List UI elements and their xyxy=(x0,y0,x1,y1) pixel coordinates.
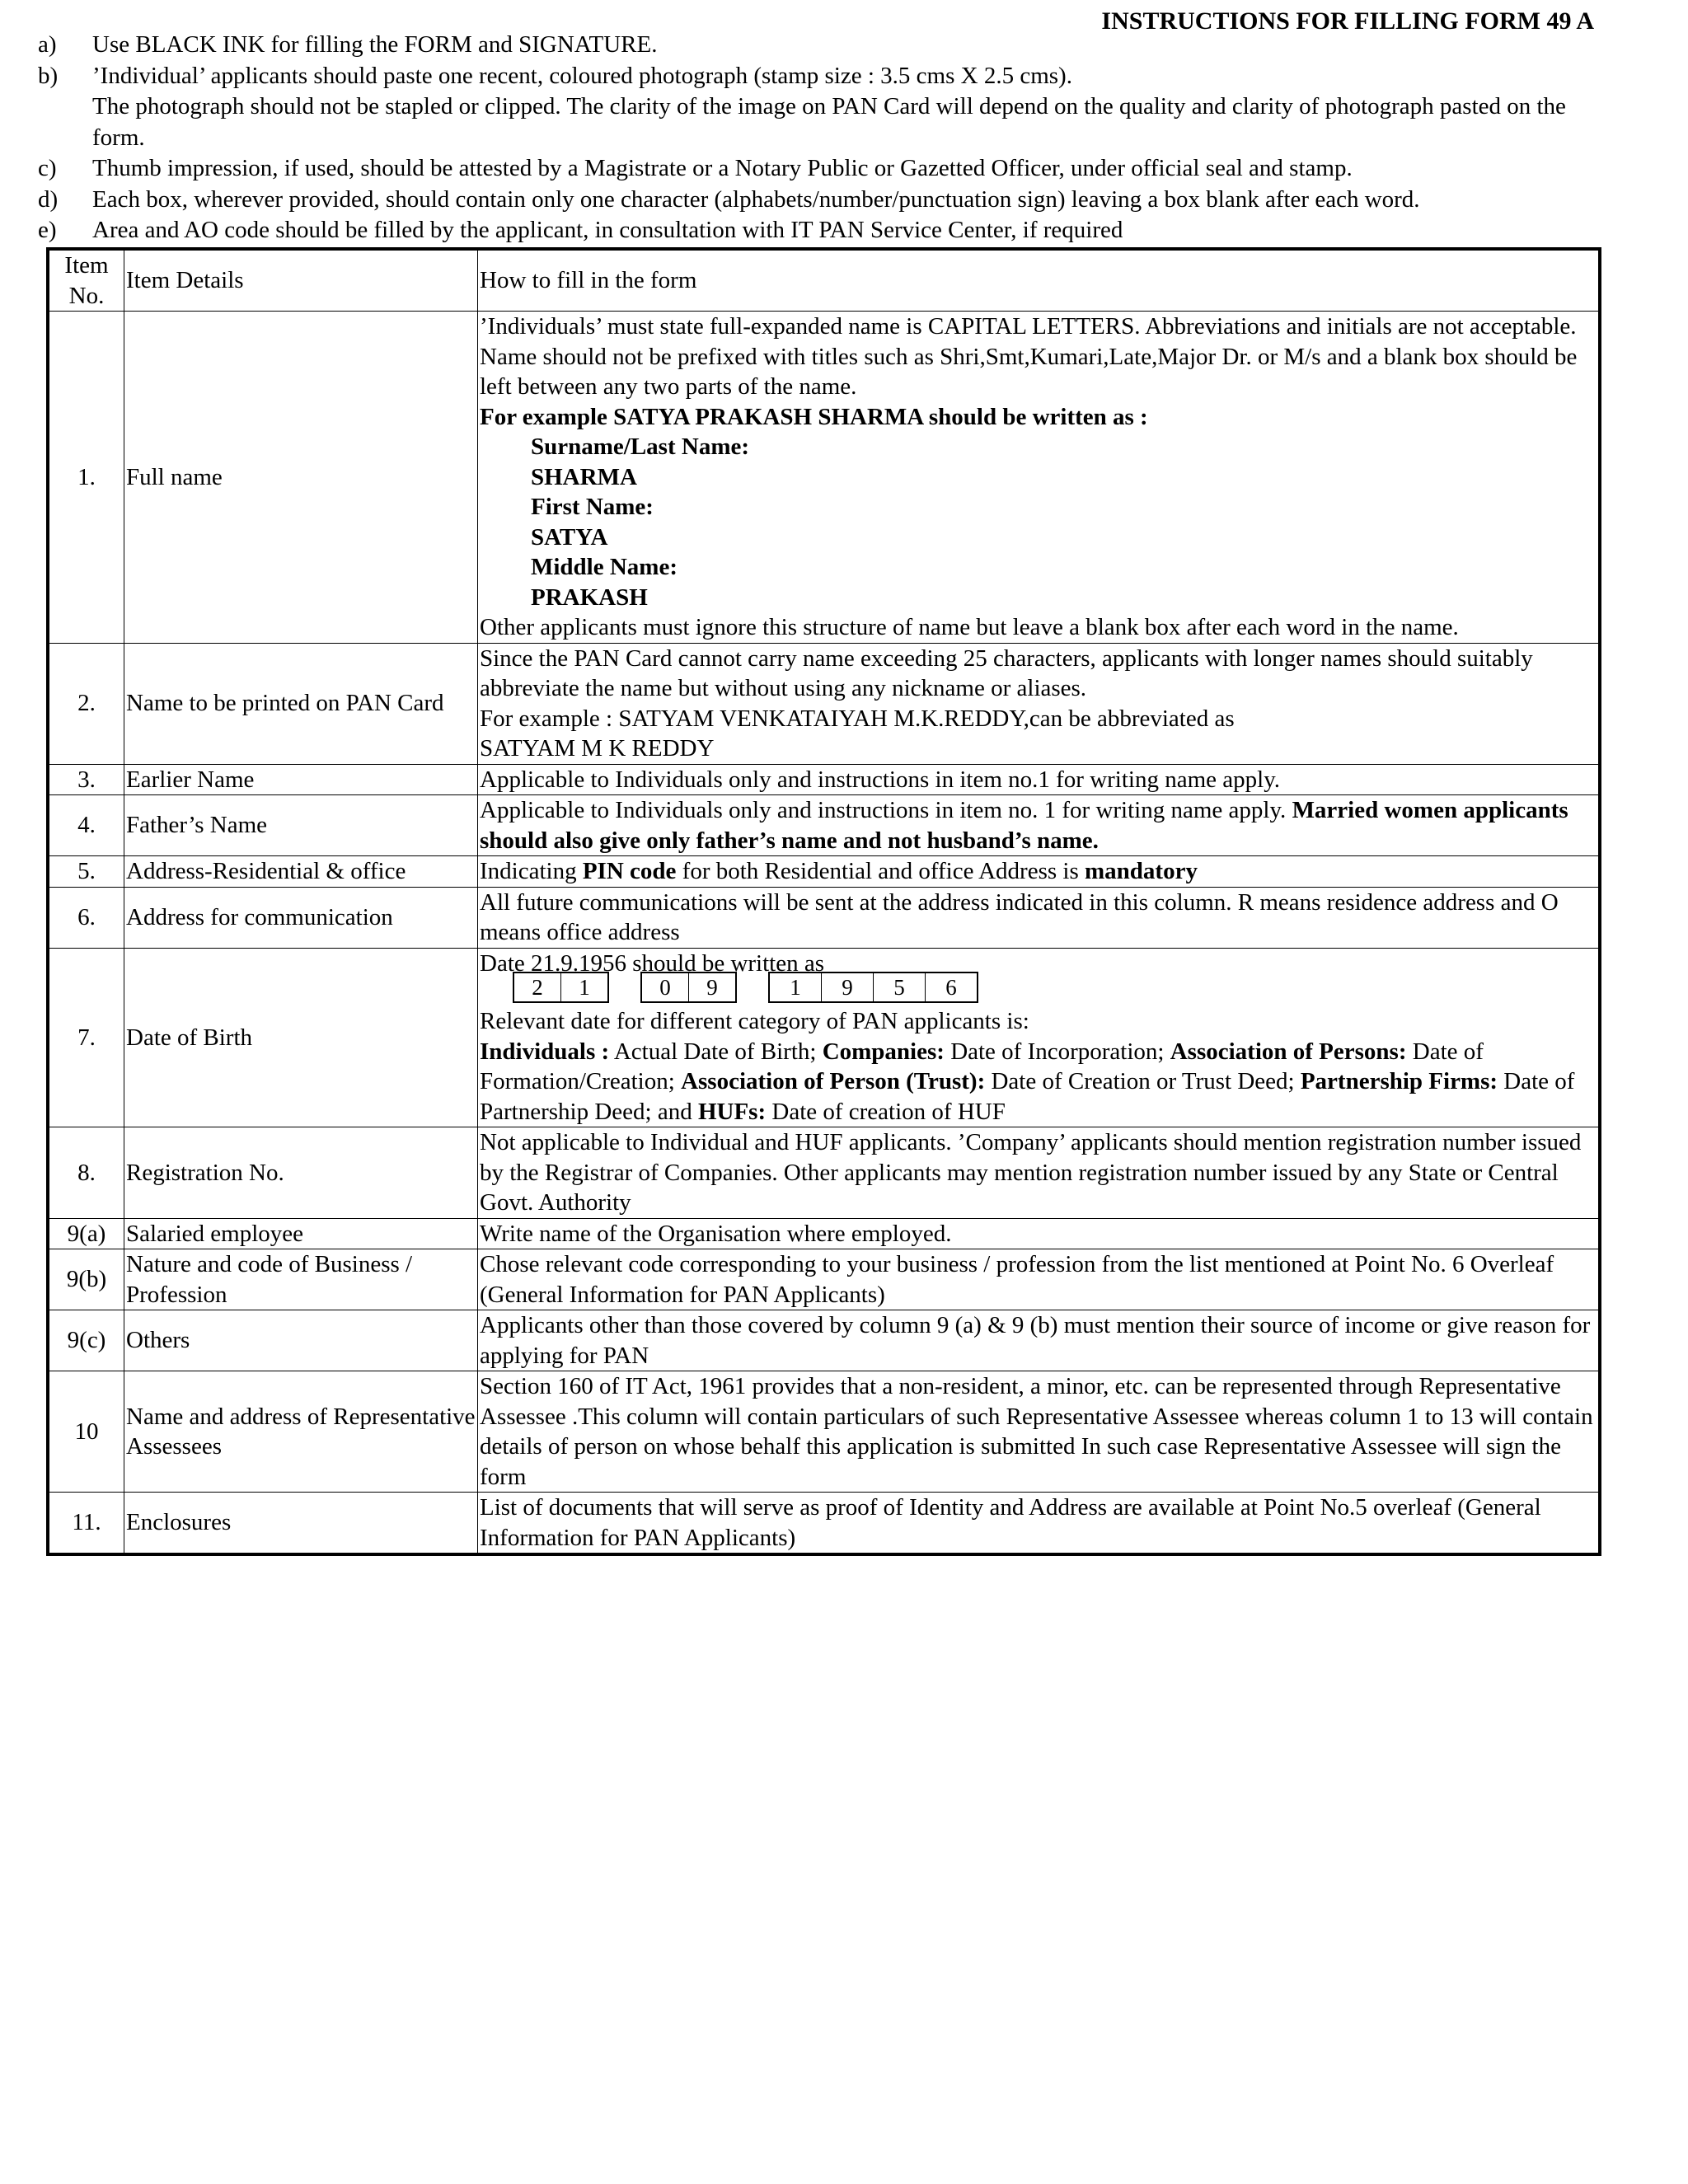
item-number: 11. xyxy=(48,1493,124,1555)
how-to-fill-text: Applicants other than those covered by column 9 (a) & 9 (b) must mention their source of income or give reason for applying for PAN xyxy=(478,1310,1601,1371)
how-to-fill-text: for both Residential and office Address is xyxy=(676,858,1085,884)
date-digit-box: 2 xyxy=(532,975,543,1000)
date-categories-text xyxy=(480,1037,1597,1127)
item-details: Date of Birth xyxy=(124,948,478,1127)
instruction-letter: b) xyxy=(38,62,59,89)
how-to-fill-text: Relevant date for different category of PAN applicants is: xyxy=(480,1008,1029,1034)
how-to-fill-cell xyxy=(478,795,1601,856)
how-to-fill-bold-text: mandatory xyxy=(1085,858,1198,884)
category-text: Date of Partnership Deed; and xyxy=(480,1068,1575,1125)
instruction-item xyxy=(38,153,1604,185)
how-to-fill-text: Other applicants must ignore this structure of name but leave a blank box after each word in the name. xyxy=(480,614,1459,640)
item-number: 8. xyxy=(48,1127,124,1219)
table-header-row xyxy=(48,249,1600,312)
item-number: 2. xyxy=(48,643,124,764)
instructions-list xyxy=(38,30,1604,246)
how-to-fill-text: Applicable to Individuals only and instructions in item no.1 for writing name apply. xyxy=(478,764,1601,795)
item-details: Salaried employee xyxy=(124,1218,478,1249)
instruction-item xyxy=(38,215,1604,246)
table-row xyxy=(48,1493,1600,1555)
category-text: Date of Incorporation; xyxy=(944,1038,1170,1065)
table-row xyxy=(48,795,1600,856)
middle-name-label: Middle Name: xyxy=(531,554,678,580)
how-to-fill-text: Date 21.9.1956 should be written as xyxy=(480,949,825,977)
instruction-text: Thumb impression, if used, should be attested by a Magistrate or a Notary Public or Gazetted Officer, under official seal and stamp. xyxy=(92,155,1353,181)
how-to-fill-bold-text: Married women applicants should also give only father’s name and not husband’s name. xyxy=(480,797,1568,854)
category-label: Companies: xyxy=(822,1038,945,1065)
instruction-item xyxy=(38,185,1604,216)
how-to-fill-text: Chose relevant code corresponding to your business / profession from the list mentioned at Point No. 6 Overleaf (General Information for PAN Applicants) xyxy=(478,1249,1601,1310)
first-name-value: SATYA xyxy=(531,523,608,551)
category-text: Date of Formation/Creation; xyxy=(480,1038,1484,1094)
category-label: HUFs: xyxy=(697,1098,767,1125)
how-to-fill-text: SATYAM M K REDDY xyxy=(480,735,715,762)
date-month-boxes xyxy=(640,972,737,1003)
date-digit-box: 6 xyxy=(925,973,977,1001)
item-details: Others xyxy=(124,1310,478,1371)
how-to-fill-text: Write name of the Organisation where employed. xyxy=(478,1218,1601,1249)
item-number: 10 xyxy=(48,1371,124,1493)
item-details: Enclosures xyxy=(124,1493,478,1555)
instruction-text: Use BLACK INK for filling the FORM and SIGNATURE. xyxy=(92,31,658,58)
how-to-fill-text: Since the PAN Card cannot carry name exceeding 25 characters, applicants with longer names should suitably abbreviate the name but without using any nickname or aliases. xyxy=(480,644,1533,701)
item-number: 9(a) xyxy=(48,1218,124,1249)
instruction-letter: a) xyxy=(38,31,57,58)
how-to-fill-text: For example : SATYAM VENKATAIYAH M.K.REDDY,can be abbreviated as xyxy=(480,705,1235,732)
date-digit-box: 9 xyxy=(821,973,873,1001)
item-details: Address for communication xyxy=(124,887,478,948)
item-details: Registration No. xyxy=(124,1127,478,1219)
item-number: 4. xyxy=(48,795,124,856)
item-number: 5. xyxy=(48,856,124,888)
category-text: Actual Date of Birth; xyxy=(609,1038,823,1065)
instructions-table xyxy=(46,247,1601,1556)
table-row xyxy=(48,764,1600,795)
table-row xyxy=(48,1371,1600,1493)
date-day-boxes xyxy=(513,972,609,1003)
item-number: 6. xyxy=(48,887,124,948)
item-details: Name and address of Representative Assessees xyxy=(124,1371,478,1493)
page-title: INSTRUCTIONS FOR FILLING FORM 49 A xyxy=(1101,7,1594,35)
surname-value: SHARMA xyxy=(531,463,637,490)
item-number: 1. xyxy=(48,312,124,644)
category-text: Date of Creation or Trust Deed; xyxy=(985,1068,1301,1094)
instruction-letter: c) xyxy=(38,155,57,181)
table-row xyxy=(48,856,1600,888)
example-heading: For example SATYA PRAKASH SHARMA should be written as : xyxy=(480,403,1148,430)
item-details: Nature and code of Business / Profession xyxy=(124,1249,478,1310)
how-to-fill-cell xyxy=(478,643,1601,764)
how-to-fill-text: Section 160 of IT Act, 1961 provides that a non-resident, a minor, etc. can be represented through Representative Assessee .This column will contain particulars of such Representative Assessee whereas column 1 to 13 will contain details of person on whose behalf this application is submitted In such case Representative Assessee will sign the form xyxy=(478,1371,1601,1493)
surname-label: Surname/Last Name: xyxy=(531,434,750,460)
date-digit-box: 5 xyxy=(873,973,925,1001)
how-to-fill-text: Applicable to Individuals only and instructions in item no. 1 for writing name apply. xyxy=(480,797,1292,823)
instruction-letter: d) xyxy=(38,185,59,213)
how-to-fill-text: Not applicable to Individual and HUF applicants. ’Company’ applicants should mention registration number issued by the Registrar of Companies. Other applicants may mention registration number issued by any State or Central Govt. Authority xyxy=(478,1127,1601,1219)
table-row xyxy=(48,1310,1600,1371)
how-to-fill-text: List of documents that will serve as proof of Identity and Address are available at Point No.5 overleaf (General Information for PAN Applicants) xyxy=(478,1493,1601,1555)
table-row xyxy=(48,1249,1600,1310)
how-to-fill-text: All future communications will be sent at the address indicated in this column. R means residence address and O means office address xyxy=(478,887,1601,948)
item-number: 9(c) xyxy=(48,1310,124,1371)
category-label: Partnership Firms: xyxy=(1300,1068,1498,1094)
table-row xyxy=(48,887,1600,948)
item-number: 9(b) xyxy=(48,1249,124,1310)
header-item-no: Item No. xyxy=(48,249,124,312)
item-details: Father’s Name xyxy=(124,795,478,856)
category-label: Individuals : xyxy=(480,1038,610,1065)
instruction-item xyxy=(38,30,1604,61)
how-to-fill-text: Indicating xyxy=(480,858,583,884)
category-text: Date of creation of HUF xyxy=(766,1098,1006,1125)
date-digit-box: 9 xyxy=(688,973,735,1001)
date-digit-box: 1 xyxy=(560,973,607,1001)
how-to-fill-cell xyxy=(478,856,1601,888)
instruction-item xyxy=(38,61,1604,154)
date-year-boxes xyxy=(768,972,978,1003)
header-how-to-fill: How to fill in the form xyxy=(478,249,1601,312)
item-details: Address-Residential & office xyxy=(124,856,478,888)
category-label: Association of Person (Trust): xyxy=(681,1068,986,1094)
how-to-fill-bold-text: PIN code xyxy=(582,858,677,884)
instruction-letter: e) xyxy=(38,217,57,243)
date-example-boxes xyxy=(513,972,1597,1003)
item-number: 7. xyxy=(48,948,124,1127)
date-digit-box: 0 xyxy=(659,975,671,1000)
first-name-label: First Name: xyxy=(531,494,654,520)
how-to-fill-cell xyxy=(478,312,1601,644)
instruction-text-group xyxy=(92,61,1604,154)
table-row xyxy=(48,312,1600,644)
date-digit-box: 1 xyxy=(790,975,801,1000)
table-row xyxy=(48,1218,1600,1249)
middle-name-value: PRAKASH xyxy=(531,583,648,611)
table-row xyxy=(48,643,1600,764)
instruction-text: ’Individual’ applicants should paste one recent, coloured photograph (stamp size : 3.5 cms X 2.5 cms). xyxy=(92,62,1072,89)
how-to-fill-text: ’Individuals’ must state full-expanded name is CAPITAL LETTERS. Abbreviations and initials are not acceptable. Name should not be prefixed with titles such as Shri,Smt,Kumari,Late,Major Dr. or M/s and a blank box should be left between any two parts of the name. xyxy=(480,313,1578,400)
item-number: 3. xyxy=(48,764,124,795)
item-details: Full name xyxy=(124,312,478,644)
item-details: Earlier Name xyxy=(124,764,478,795)
instruction-text: Each box, wherever provided, should contain only one character (alphabets/number/punctuation sign) leaving a box blank after each word. xyxy=(92,185,1420,213)
instruction-text: Area and AO code should be filled by the applicant, in consultation with IT PAN Service Center, if required xyxy=(92,217,1123,243)
instruction-text-continued: The photograph should not be stapled or clipped. The clarity of the image on PAN Card will depend on the quality and clarity of photograph pasted on the form. xyxy=(92,93,1566,151)
table-row xyxy=(48,948,1600,1127)
how-to-fill-cell xyxy=(478,948,1601,1127)
item-details: Name to be printed on PAN Card xyxy=(124,643,478,764)
header-item-details: Item Details xyxy=(124,249,478,312)
table-row xyxy=(48,1127,1600,1219)
category-label: Association of Persons: xyxy=(1170,1038,1407,1065)
